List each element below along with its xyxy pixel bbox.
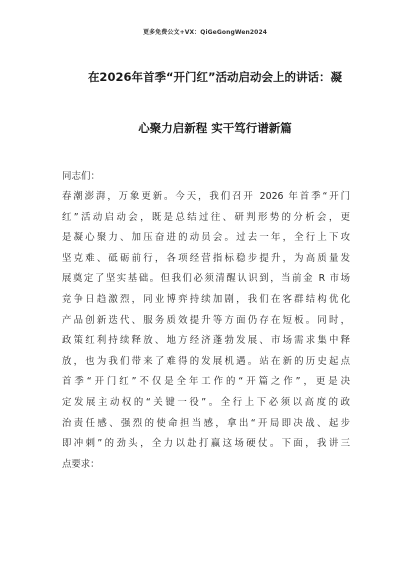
body-line: 政策红利持续释放、地方经济蓬勃发展、市场需求集中释: [62, 335, 350, 347]
header-note: 更多免费公文+VX：QiGeGongWen2024: [142, 29, 267, 36]
body-line: 坚克难、砥砺前行，各项经营指标稳步提升，为高质量发: [62, 252, 350, 264]
body-line: 产品创新迭代、服务质效提升等方面仍存在短板。同时，: [62, 314, 350, 326]
salutation: 同志们：: [62, 171, 101, 182]
body-line: 展奠定了坚实基础。但我们必须清醒认识到，当前金 R 市场: [62, 273, 350, 285]
body-line: 春潮澎湃，万象更新。今天，我们召开 2026 年首季“开门: [62, 191, 350, 202]
body-line: 竞争日趋激烈，同业博弈持续加剧，我们在客群结构优化: [62, 293, 350, 305]
body-line: 点要求：: [62, 458, 100, 470]
document-title-line-2: 心聚力启新程 实干笃行谱新篇: [138, 121, 292, 135]
body-line: 即冲刺”的劲头，全力以赴打赢这场硬仗。下面，我讲三: [62, 438, 350, 450]
document-title-line-1: 在2026年首季“开门红”活动启动会上的讲话：凝: [87, 70, 343, 84]
body-paragraph: [62, 187, 350, 475]
body-line: 是凝心聚力、加压奋进的动员会。过去一年，全行上下攻: [62, 232, 350, 244]
body-line: 放，也为我们带来了难得的发展机遇。站在新的历史起点: [62, 355, 350, 367]
body-line: 红”活动启动会，既是总结过往、研判形势的分析会，更: [62, 211, 350, 223]
body-line: 首季“开门红”不仅是全年工作的“开篇之作”，更是决: [62, 376, 350, 388]
body-line: 治责任感、强烈的使命担当感，拿出“开局即决战、起步: [62, 417, 350, 429]
body-line: 定发展主动权的“关键一役”。全行上下必须以高度的政: [62, 396, 350, 408]
